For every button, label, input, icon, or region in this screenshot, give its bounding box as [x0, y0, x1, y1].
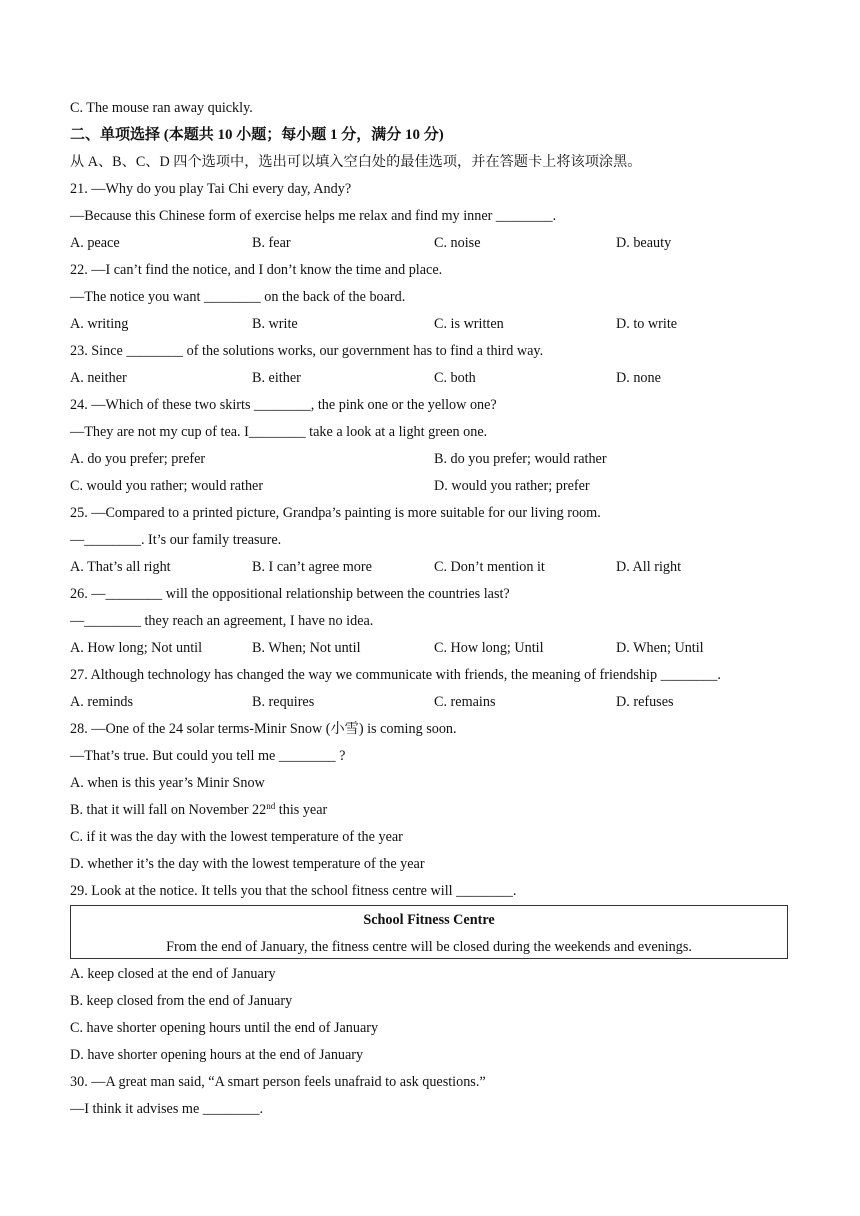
q30-response: —I think it advises me ________.: [70, 1101, 264, 1117]
q25-option-d: D. All right: [616, 559, 682, 575]
q28-option-b-text: B. that it will fall on November 22: [70, 802, 267, 818]
q24-option-d: D. would you rather; prefer: [434, 478, 590, 494]
q22-option-b: B. write: [252, 316, 298, 332]
q24-response: —They are not my cup of tea. I________ take a look at a light green one.: [70, 424, 488, 440]
q29-stem: 29. Look at the notice. It tells you that the school fitness centre will ________.: [70, 883, 517, 899]
q28-option-b-tail: this year: [275, 802, 328, 818]
q27-option-d: D. refuses: [616, 694, 674, 710]
q25-response: —________. It’s our family treasure.: [70, 532, 282, 548]
q26-option-a: A. How long; Not until: [70, 640, 203, 656]
q21-option-b: B. fear: [252, 235, 291, 251]
q21-stem: 21. —Why do you play Tai Chi every day, Andy?: [70, 181, 352, 197]
q29-option-a: A. keep closed at the end of January: [70, 966, 276, 982]
q22-response: —The notice you want ________ on the back of the board.: [70, 289, 406, 305]
q21-response: —Because this Chinese form of exercise helps me relax and find my inner ________.: [70, 208, 557, 224]
q25-stem: 25. —Compared to a printed picture, Grandpa’s painting is more suitable for our living room.: [70, 505, 601, 521]
q26-option-b: B. When; Not until: [252, 640, 361, 656]
q25-option-b: B. I can’t agree more: [252, 559, 372, 575]
q23-option-b: B. either: [252, 370, 301, 386]
q21-option-d: D. beauty: [616, 235, 672, 251]
q26-option-c: C. How long; Until: [434, 640, 544, 656]
q25-option-a: A. That’s all right: [70, 559, 171, 575]
q23-options: [70, 369, 798, 387]
q22-option-d: D. to write: [616, 316, 678, 332]
notice-title: School Fitness Centre: [363, 912, 495, 928]
q25-options: [70, 558, 798, 576]
q27-option-a: A. reminds: [70, 694, 134, 710]
q27-option-b: B. requires: [252, 694, 315, 710]
q21-option-c: C. noise: [434, 235, 481, 251]
q22-options: [70, 315, 798, 333]
q20-option-c: C. The mouse ran away quickly.: [70, 100, 253, 116]
section-heading: 二、单项选择 (本题共 10 小题；每小题 1 分，满分 10 分): [70, 127, 444, 143]
q21-options: [70, 234, 798, 252]
q24-stem: 24. —Which of these two skirts ________, the pink one or the yellow one?: [70, 397, 497, 413]
q28-option-b: [70, 801, 327, 819]
q29-option-d: D. have shorter opening hours at the end of January: [70, 1047, 364, 1063]
q24-option-c: C. would you rather; would rather: [70, 478, 264, 494]
q28-option-b-ordinal: nd: [266, 801, 276, 811]
q21-option-a: A. peace: [70, 235, 120, 251]
q26-option-d: D. When; Until: [616, 640, 704, 656]
q22-option-a: A. writing: [70, 316, 129, 332]
q30-stem: 30. —A great man said, “A smart person feels unafraid to ask questions.”: [70, 1074, 486, 1090]
q29-option-c: C. have shorter opening hours until the end of January: [70, 1020, 379, 1036]
q22-stem: 22. —I can’t find the notice, and I don’t know the time and place.: [70, 262, 443, 278]
notice-box: [70, 905, 788, 959]
q24-options-row2: [70, 477, 798, 495]
q28-option-a: A. when is this year’s Minir Snow: [70, 775, 265, 791]
q28-response: —That’s true. But could you tell me ________ ?: [70, 748, 346, 764]
q27-options: [70, 693, 798, 711]
q23-option-c: C. both: [434, 370, 476, 386]
q22-option-c: C. is written: [434, 316, 504, 332]
q25-option-c: C. Don’t mention it: [434, 559, 545, 575]
q24-option-b: B. do you prefer; would rather: [434, 451, 607, 467]
q23-option-a: A. neither: [70, 370, 127, 386]
q24-options-row1: [70, 450, 798, 468]
q26-stem: 26. —________ will the oppositional relationship between the countries last?: [70, 586, 510, 602]
q27-stem: 27. Although technology has changed the way we communicate with friends, the meaning of friendship ________.: [70, 667, 721, 683]
q26-response: —________ they reach an agreement, I have no idea.: [70, 613, 374, 629]
q26-options: [70, 639, 798, 657]
q28-option-d: D. whether it’s the day with the lowest temperature of the year: [70, 856, 425, 872]
q24-option-a: A. do you prefer; prefer: [70, 451, 206, 467]
q27-option-c: C. remains: [434, 694, 496, 710]
section-instruction: 从 A、B、C、D 四个选项中，选出可以填入空白处的最佳选项，并在答题卡上将该项涂黑。: [70, 154, 642, 170]
q23-option-d: D. none: [616, 370, 661, 386]
q28-stem: 28. —One of the 24 solar terms-Minir Snow (小雪) is coming soon.: [70, 721, 457, 737]
q28-option-c: C. if it was the day with the lowest temperature of the year: [70, 829, 403, 845]
q29-option-b: B. keep closed from the end of January: [70, 993, 293, 1009]
notice-body: From the end of January, the fitness centre will be closed during the weekends and evenings.: [166, 939, 692, 955]
q23-stem: 23. Since ________ of the solutions works, our government has to find a third way.: [70, 343, 544, 359]
